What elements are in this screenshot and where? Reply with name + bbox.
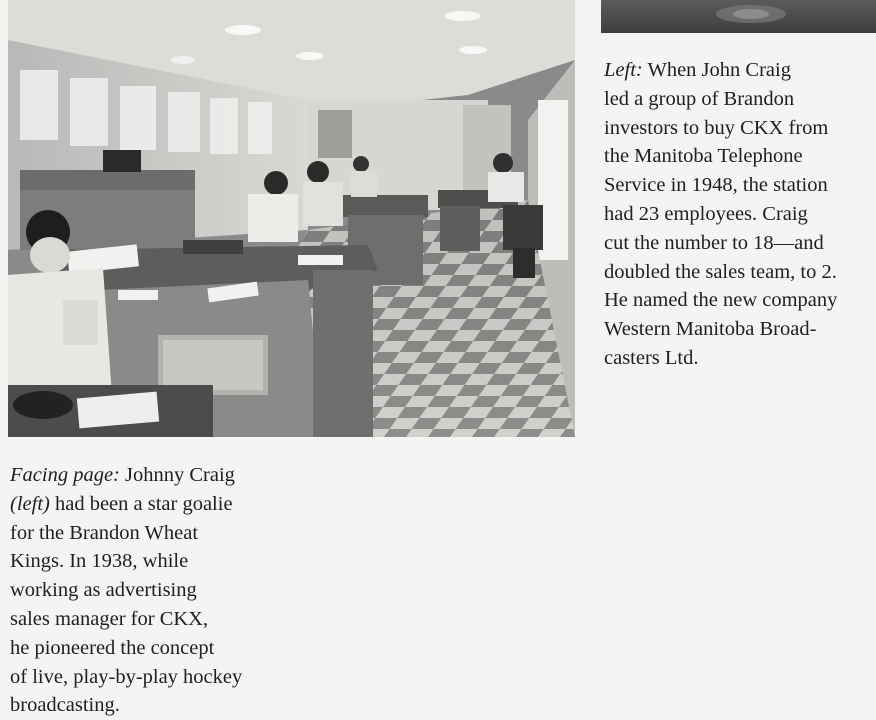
caption-line: Facing page: Johnny Craig <box>10 464 235 486</box>
caption-line: the Manitoba Telephone <box>604 145 803 168</box>
caption-line: cut the number to 18—and <box>604 231 824 254</box>
caption-lead: Facing page: <box>10 464 120 486</box>
caption-line: of live, play-by-play hockey <box>10 665 243 688</box>
caption-line: (left) had been a star goalie <box>10 492 233 515</box>
adjacent-photo-edge <box>601 0 876 33</box>
caption-lead: Left: <box>604 59 643 81</box>
caption-line: investors to buy CKX from <box>604 116 829 139</box>
caption-line: Left: When John Craig <box>604 59 791 81</box>
photo-caption-right <box>604 56 837 373</box>
caption-line: he pioneered the concept <box>10 636 215 659</box>
photo-caption-left <box>10 461 242 720</box>
caption-line: Kings. In 1938, while <box>10 550 189 573</box>
caption-line: casters Ltd. <box>604 346 699 369</box>
caption-line: sales manager for CKX, <box>10 607 209 630</box>
caption-line: He named the new company <box>604 289 838 312</box>
caption-line: broadcasting. <box>10 694 120 717</box>
caption-line: Service in 1948, the station <box>604 174 828 197</box>
caption-line: doubled the sales team, to 2. <box>604 260 837 283</box>
caption-line: had 23 employees. Craig <box>604 202 808 225</box>
caption-line: working as advertising <box>10 579 197 602</box>
caption-line: led a group of Brandon <box>604 87 795 110</box>
office-interior-photo <box>8 0 575 437</box>
caption-line: for the Brandon Wheat <box>10 521 199 544</box>
caption-line: Western Manitoba Broad- <box>604 318 817 341</box>
